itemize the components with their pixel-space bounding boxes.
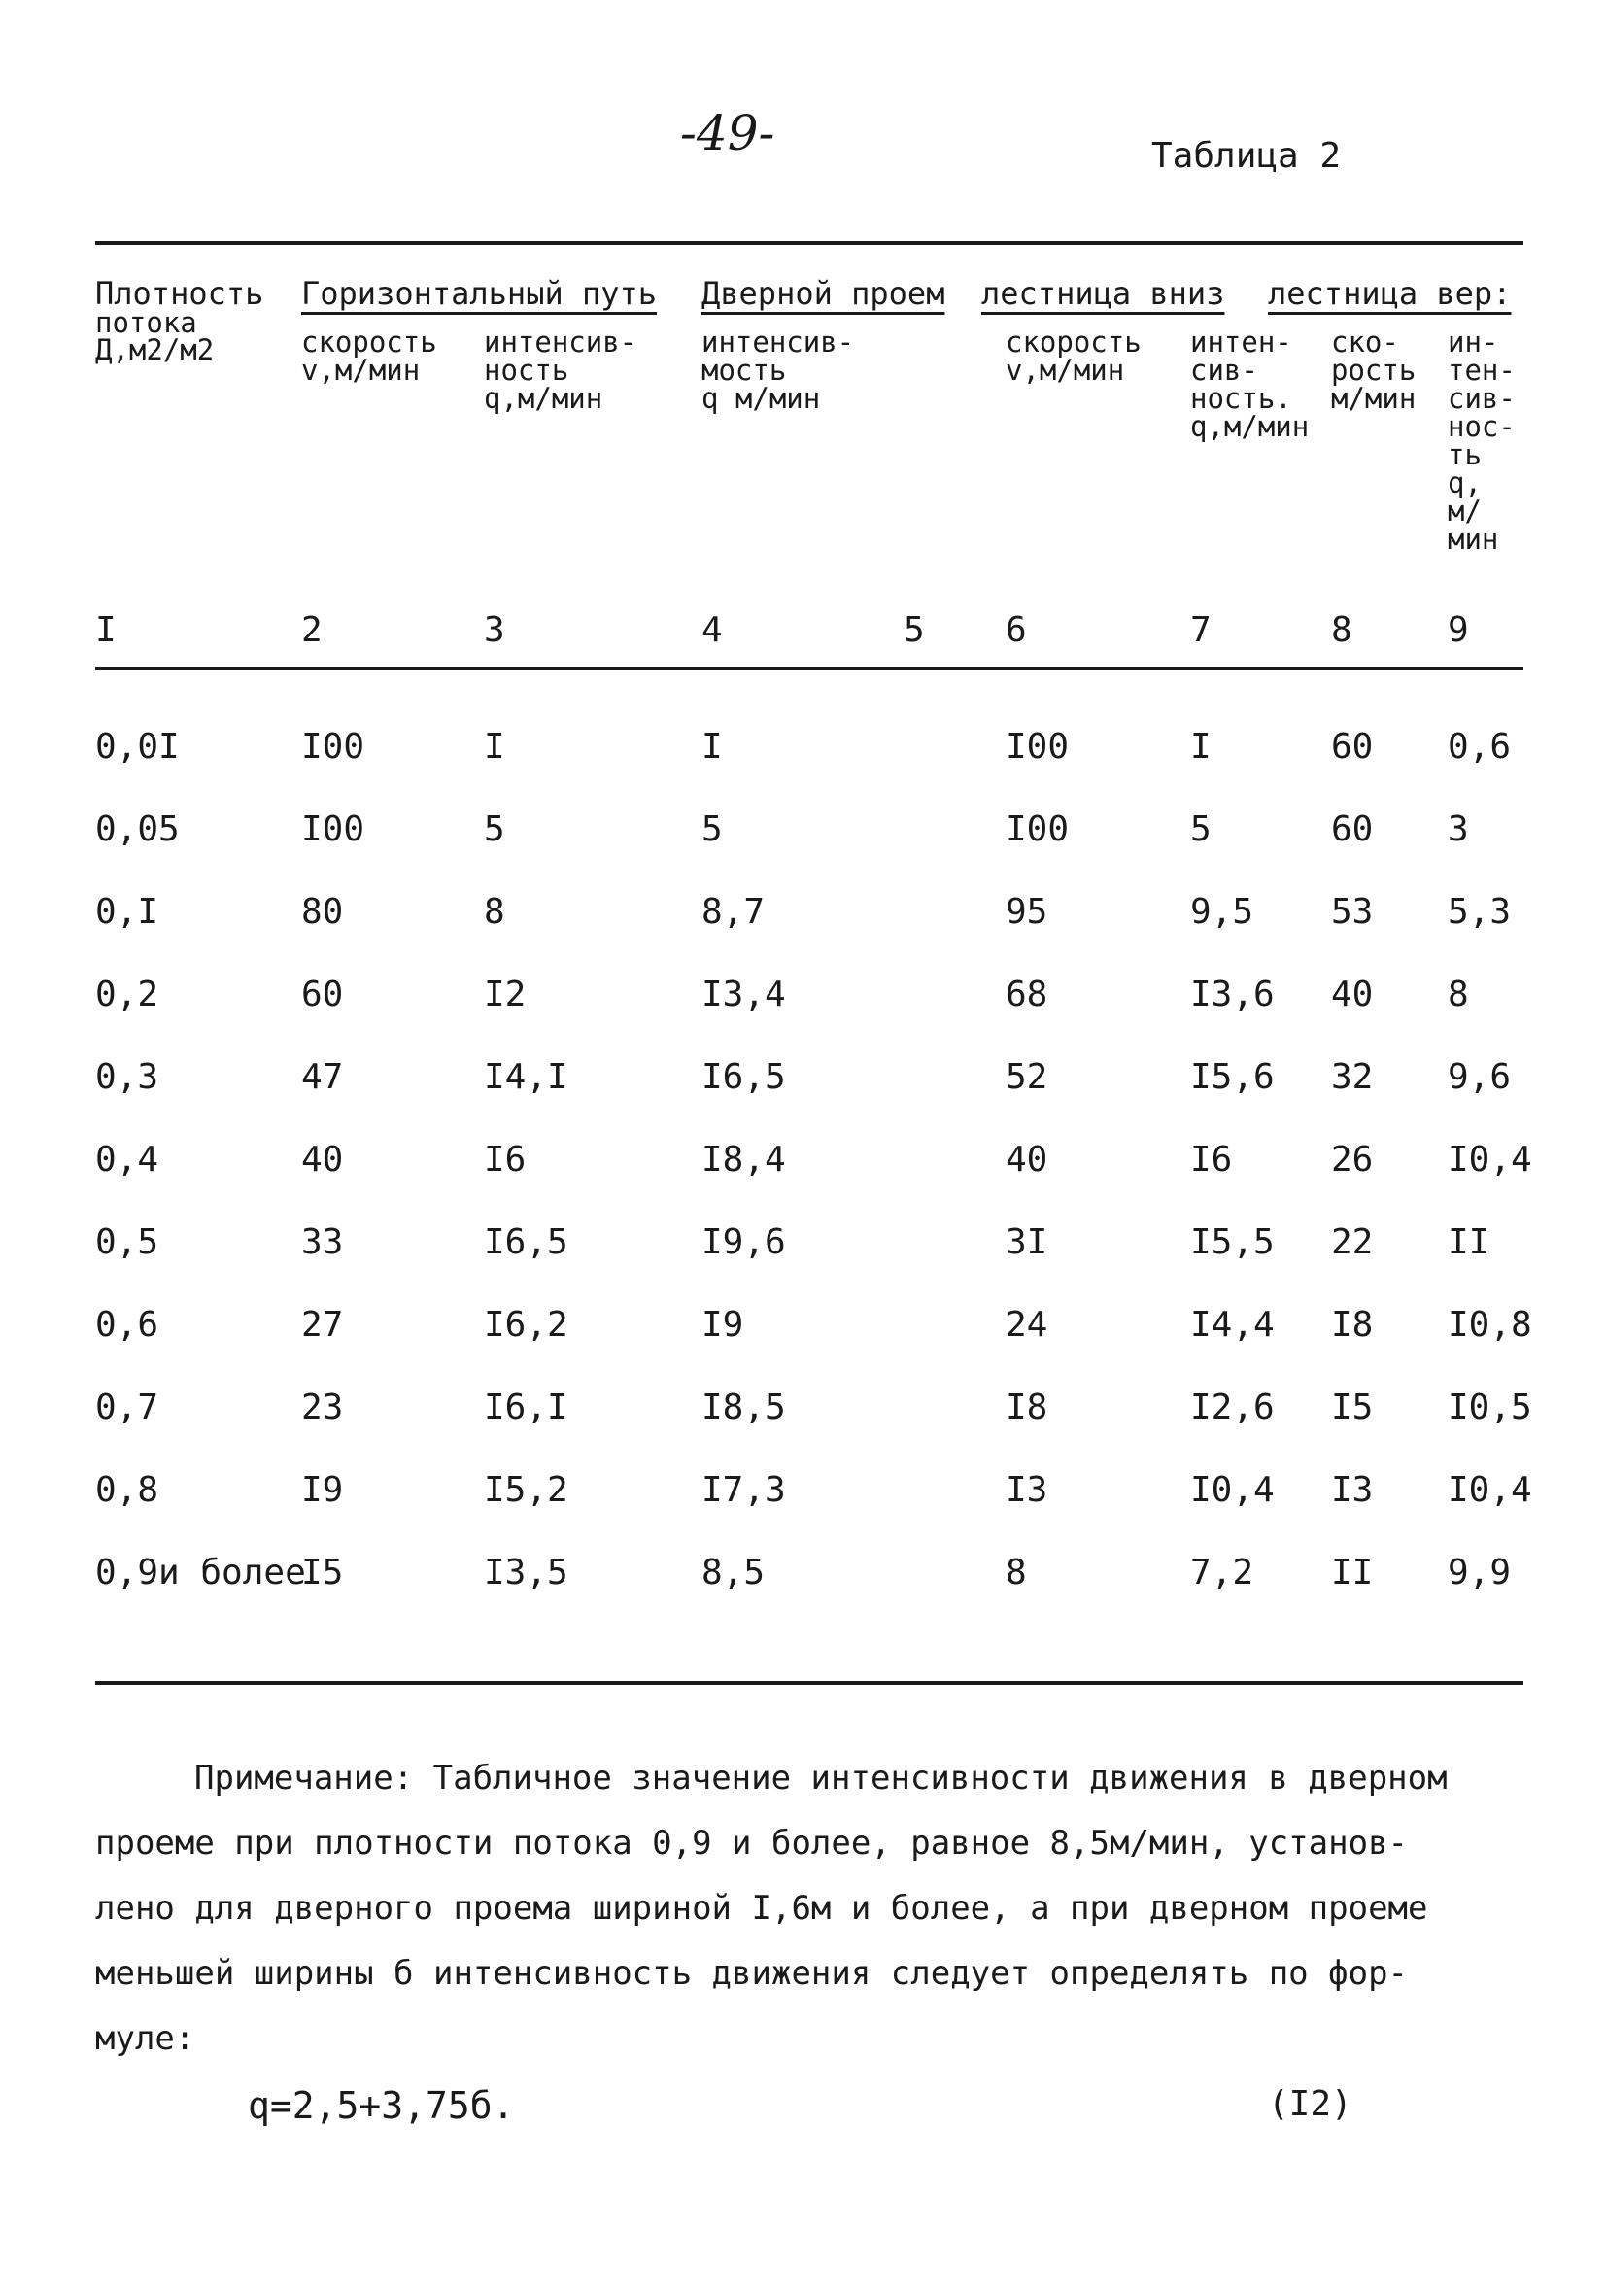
table-cell: I4,4 bbox=[1190, 1305, 1275, 1345]
table-cell: 0,2 bbox=[95, 975, 159, 1014]
table-cell: 0,3 bbox=[95, 1057, 159, 1097]
table-cell: 22 bbox=[1331, 1222, 1374, 1262]
table-cell: I5 bbox=[301, 1553, 344, 1593]
column-number: 2 bbox=[301, 610, 323, 650]
group-horizontal-path: Горизонтальный путь bbox=[301, 275, 658, 312]
table-cell: 0,7 bbox=[95, 1388, 159, 1427]
table-cell: 0,9и более bbox=[95, 1553, 306, 1593]
table-cell: 33 bbox=[301, 1222, 344, 1262]
table-cell: 40 bbox=[1331, 975, 1374, 1014]
table-header-rule bbox=[95, 667, 1523, 670]
table-cell: I8,4 bbox=[701, 1140, 786, 1180]
subheader-col4: интенсив- мость q м/мин bbox=[701, 326, 855, 415]
table-cell: 53 bbox=[1331, 892, 1374, 932]
table-cell: 40 bbox=[1006, 1140, 1048, 1180]
table-cell: 60 bbox=[1331, 809, 1374, 849]
table-cell: I5,5 bbox=[1190, 1222, 1275, 1262]
table-cell: 8,7 bbox=[701, 892, 766, 932]
table-cell: 8 bbox=[1006, 1553, 1027, 1593]
table-cell: II bbox=[1448, 1222, 1490, 1262]
subheader-col6: скорость v,м/мин bbox=[1006, 326, 1142, 387]
table-cell: 5 bbox=[484, 809, 505, 849]
table-cell: I0,4 bbox=[1190, 1470, 1275, 1510]
table-cell: 68 bbox=[1006, 975, 1048, 1014]
table-cell: I6,I bbox=[484, 1388, 568, 1427]
column-number: I bbox=[95, 610, 117, 650]
table-cell: I0,5 bbox=[1448, 1388, 1532, 1427]
density-header-unit: Д,м2/м2 bbox=[95, 333, 215, 366]
table-cell: I3 bbox=[1331, 1470, 1374, 1510]
table-cell: I5 bbox=[1331, 1388, 1374, 1427]
table-cell: I9,6 bbox=[701, 1222, 786, 1262]
table-cell: 0,6 bbox=[1448, 727, 1512, 767]
note-line: меньшей ширины б интенсивность движения следует определять по фор- bbox=[95, 1954, 1409, 1993]
table-cell: 40 bbox=[301, 1140, 344, 1180]
table-cell: 60 bbox=[301, 975, 344, 1014]
table-cell: I bbox=[1190, 727, 1212, 767]
table-cell: I5,2 bbox=[484, 1470, 568, 1510]
table-cell: I7,3 bbox=[701, 1470, 786, 1510]
table-title: Таблица 2 bbox=[1151, 136, 1342, 176]
table-cell: 80 bbox=[301, 892, 344, 932]
group-stairs-down: лестница вниз bbox=[981, 275, 1225, 312]
subheader-col2: скорость v,м/мин bbox=[301, 326, 437, 387]
table-cell: 52 bbox=[1006, 1057, 1048, 1097]
column-number: 5 bbox=[904, 610, 925, 650]
subheader-col8: ско- рость м/мин bbox=[1331, 326, 1417, 415]
table-cell: 8 bbox=[1448, 975, 1469, 1014]
column-number: 4 bbox=[701, 610, 723, 650]
table-cell: I6,5 bbox=[701, 1057, 786, 1097]
density-header-flow: потока bbox=[95, 306, 197, 339]
table-cell: I0,4 bbox=[1448, 1140, 1532, 1180]
table-cell: 5,3 bbox=[1448, 892, 1512, 932]
table-cell: I9 bbox=[701, 1305, 744, 1345]
note-line: муле: bbox=[95, 2019, 195, 2058]
table-cell: 0,0I bbox=[95, 727, 180, 767]
table-cell: I6 bbox=[1190, 1140, 1233, 1180]
column-number: 6 bbox=[1006, 610, 1027, 650]
column-number: 7 bbox=[1190, 610, 1212, 650]
column-number: 9 bbox=[1448, 610, 1469, 650]
table-cell: I bbox=[701, 727, 723, 767]
table-cell: 0,8 bbox=[95, 1470, 159, 1510]
table-cell: 26 bbox=[1331, 1140, 1374, 1180]
table-cell: 9,9 bbox=[1448, 1553, 1512, 1593]
subheader-col9: ин- тен- сив- нос- ть q, м/ мин bbox=[1448, 326, 1516, 556]
page-number: -49- bbox=[680, 105, 775, 161]
table-cell: I3,6 bbox=[1190, 975, 1275, 1014]
table-cell: 8,5 bbox=[701, 1553, 766, 1593]
table-cell: I3 bbox=[1006, 1470, 1048, 1510]
table-top-rule bbox=[95, 241, 1523, 245]
table-cell: I6,5 bbox=[484, 1222, 568, 1262]
note-line: проеме при плотности потока 0,9 и более, равное 8,5м/мин, установ- bbox=[95, 1824, 1409, 1863]
note-line: Примечание: Табличное значение интенсивности движения в дверном bbox=[194, 1759, 1448, 1798]
table-cell: 0,5 bbox=[95, 1222, 159, 1262]
density-header: Плотность bbox=[95, 275, 264, 312]
table-cell: 5 bbox=[701, 809, 723, 849]
table-cell: 32 bbox=[1331, 1057, 1374, 1097]
table-cell: I8 bbox=[1331, 1305, 1374, 1345]
table-cell: 7,2 bbox=[1190, 1553, 1254, 1593]
table-cell: I8 bbox=[1006, 1388, 1048, 1427]
table-cell: I5,6 bbox=[1190, 1057, 1275, 1097]
table-cell: I3,5 bbox=[484, 1553, 568, 1593]
table-cell: 3 bbox=[1448, 809, 1469, 849]
table-cell: I6,2 bbox=[484, 1305, 568, 1345]
table-cell: I00 bbox=[1006, 727, 1070, 767]
subheader-col7: интен- сив- ность. q,м/мин bbox=[1190, 326, 1310, 443]
column-number: 8 bbox=[1331, 610, 1352, 650]
table-cell: I00 bbox=[301, 809, 365, 849]
table-cell: 8 bbox=[484, 892, 505, 932]
table-cell: I9 bbox=[301, 1470, 344, 1510]
table-cell: I8,5 bbox=[701, 1388, 786, 1427]
table-cell: I2 bbox=[484, 975, 527, 1014]
equation-number: (I2) bbox=[1268, 2084, 1352, 2124]
table-cell: I3,4 bbox=[701, 975, 786, 1014]
table-cell: I0,4 bbox=[1448, 1470, 1532, 1510]
table-cell: 47 bbox=[301, 1057, 344, 1097]
table-cell: I4,I bbox=[484, 1057, 568, 1097]
table-cell: 0,05 bbox=[95, 809, 180, 849]
table-cell: 9,5 bbox=[1190, 892, 1254, 932]
table-cell: I00 bbox=[1006, 809, 1070, 849]
table-cell: 5 bbox=[1190, 809, 1212, 849]
table-cell: 0,4 bbox=[95, 1140, 159, 1180]
group-door-opening: Дверной проем bbox=[701, 275, 945, 312]
table-cell: 0,6 bbox=[95, 1305, 159, 1345]
column-number: 3 bbox=[484, 610, 505, 650]
table-cell: 60 bbox=[1331, 727, 1374, 767]
table-cell: I bbox=[484, 727, 505, 767]
table-cell: 9,6 bbox=[1448, 1057, 1512, 1097]
formula: q=2,5+3,75б. bbox=[248, 2084, 515, 2127]
table-cell: I0,8 bbox=[1448, 1305, 1532, 1345]
subheader-col3: интенсив- ность q,м/мин bbox=[484, 326, 637, 415]
table-cell: 23 bbox=[301, 1388, 344, 1427]
group-stairs-up: лестница вер: bbox=[1268, 275, 1512, 312]
table-cell: 0,I bbox=[95, 892, 159, 932]
table-cell: 3I bbox=[1006, 1222, 1048, 1262]
table-bottom-rule bbox=[95, 1681, 1523, 1685]
table-cell: II bbox=[1331, 1553, 1374, 1593]
table-cell: 27 bbox=[301, 1305, 344, 1345]
table-cell: I6 bbox=[484, 1140, 527, 1180]
table-cell: 95 bbox=[1006, 892, 1048, 932]
note-line: лено для дверного проема шириной I,6м и более, а при дверном проеме bbox=[95, 1889, 1428, 1928]
table-cell: I2,6 bbox=[1190, 1388, 1275, 1427]
table-cell: 24 bbox=[1006, 1305, 1048, 1345]
table-cell: I00 bbox=[301, 727, 365, 767]
